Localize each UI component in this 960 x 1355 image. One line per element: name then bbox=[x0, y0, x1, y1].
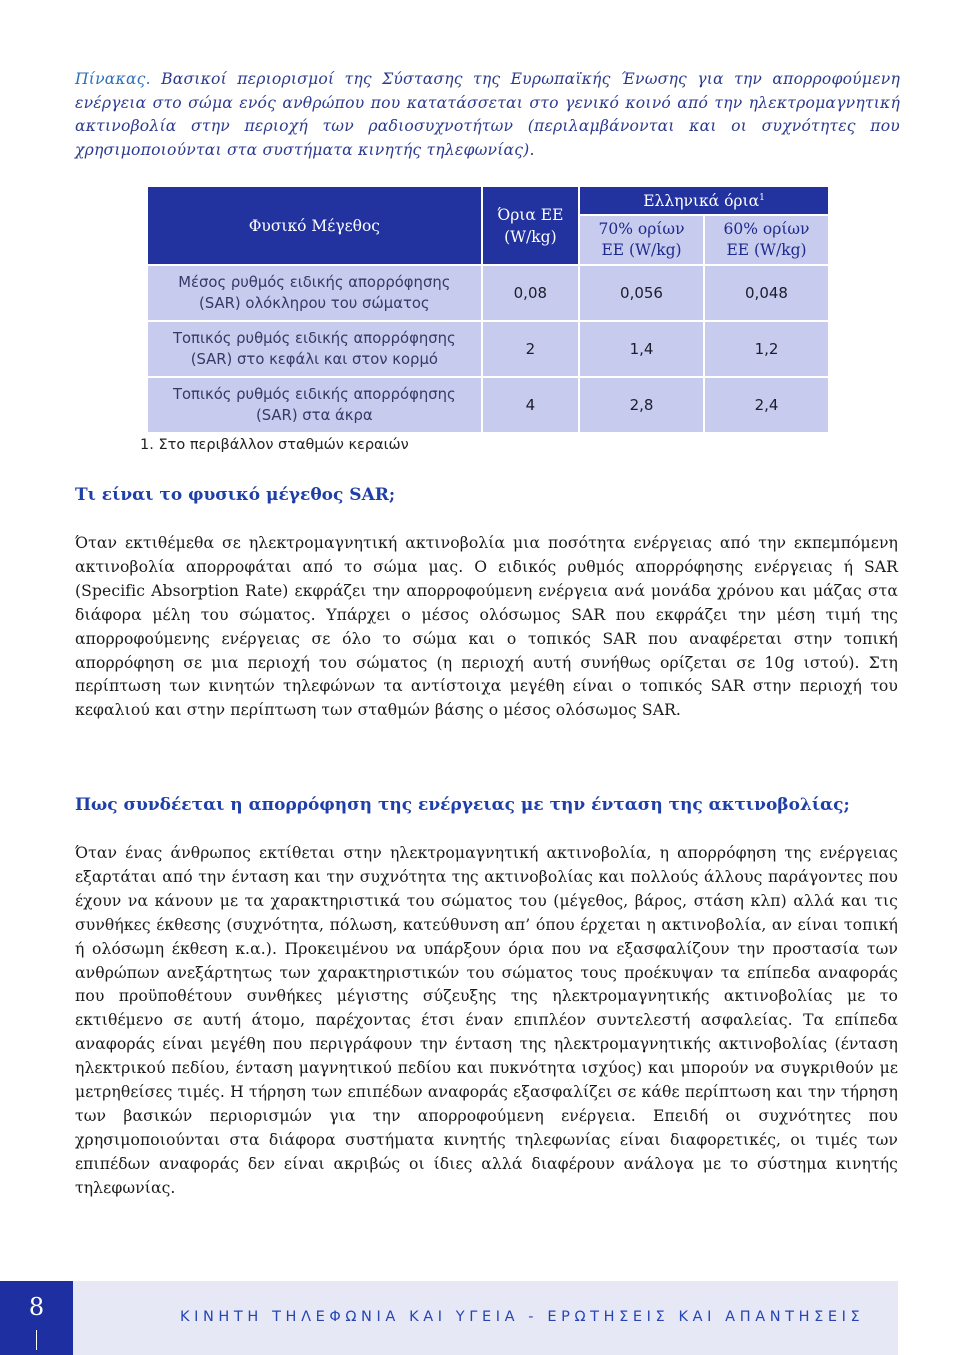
header-greek-limits: Ελληνικά όρια$^1$ bbox=[579, 186, 829, 215]
table-footnote: 1. Στο περιβάλλον σταθμών κεραιών bbox=[140, 437, 409, 453]
header-physical-quantity: Φυσικό Μέγεθος bbox=[147, 186, 482, 265]
cell-70: 2,8 bbox=[579, 377, 704, 433]
table-row bbox=[147, 321, 829, 377]
table-row bbox=[147, 377, 829, 433]
header-70-percent: 70% ορίων ΕΕ (W/kg) bbox=[579, 215, 704, 265]
section-body-sar: Όταν εκτιθέμεθα σε ηλεκτρομαγνητική ακτινοβολία μια ποσότητα ενέργειας από την εκπεμπόμενη ακτινοβολία απορροφάται από το σώμα μας. Ο ειδικός ρυθμός απορρόφησης ενέργειας ή SAR (Specific Absorption Rate) εκφράζει την απορροφούμενη ενέργεια ανά μονάδα χρόνου και μάζας στα διάφορα μέλη του σώματος. Υπάρχει ο μέσος ολόσωμος SAR που εκφράζει την μέση τιμή της απορροφούμενης ενέργειας σε όλο το σώμα και ο τοπικός SAR που αναφέρεται στην τοπική απορρόφηση σε μια περιοχή του σώματος (η περιοχή αυτή συνήθως ορίζεται σε 10g ιστού). Στη περίπτωση των κινητών τηλεφώνων τα αντίστοιχα μεγέθη είναι ο τοπικός SAR στην περιοχή του κεφαλιού και στην περίπτωση των σταθμών βάσης ο μέσος ολόσωμος SAR. bbox=[75, 534, 898, 720]
header-eu-limits: Όρια ΕΕ (W/kg) bbox=[482, 186, 579, 265]
running-footer-title: ΚΙΝΗΤΗ ΤΗΛΕΦΩΝΙΑ ΚΑΙ ΥΓΕΙΑ - ΕΡΩΤΗΣΕΙΣ ΚΑΙ ΑΠΑΝΤΗΣΕΙΣ bbox=[180, 1309, 865, 1325]
cell-eu: 0,08 bbox=[482, 265, 579, 321]
cell-70: 0,056 bbox=[579, 265, 704, 321]
table-caption bbox=[75, 68, 900, 162]
cell-eu: 4 bbox=[482, 377, 579, 433]
section-body-absorption: Όταν ένας άνθρωπος εκτίθεται στην ηλεκτρομαγνητική ακτινοβολία, η απορρόφηση της ενέργειας εξαρτάται από την ένταση και την συχνότητα της ακτινοβολίας και πολλούς άλλους παράγοντες που έχουν να κάνουν με τα χαρακτηριστικά του σώματος του (μέγεθος, βάρος, στάση κλπ) αλλά και τις συνθήκες έκθεσης (συχνότητα, πόλωση, κατεύθυνση απ’ όπου έρχεται η ακτινοβολία, αν είναι τοπική ή ολόσωμη έκθεση κ.α.). Προκειμένου να υπάρξουν όρια που να εξασφαλίζουν την προστασία των ανθρώπων ανεξάρτητως των χαρακτηριστικών του σώματος τους προέκυψαν τα επίπεδα αναφοράς που προϋποθέτουν συνθήκες μέγιστης σύζευξης της ηλεκτρομαγνητικής ακτινοβολίας με το εκτιθέμενο σε αυτή άτομο, παρέχοντας έτσι έναν επιπλέον συντελεστή ασφαλείας. Τα επίπεδα αναφοράς είναι μεγέθη που περιγράφουν την ένταση της ηλεκτρομαγνητικής ακτινοβολίας (ένταση ηλεκτρικού πεδίου, ένταση μαγνητικού πεδίου και πυκνότητα ισχύος) και μπορούν να συγκριθούν με μετρηθείσες τιμές. Η τήρηση των επιπέδων αναφοράς εξασφαλίζει σε κάθε περίπτωση και την τήρηση των βασικών περιορισμών για την απορροφούμενη ενέργεια. Επειδή οι συχνότητες που χρησιμοποιούνται στα διάφορα συστήματα κινητής τηλεφωνίας είναι διαφορετικές, οι τιμές των επιπέδων αναφοράς δεν είναι ακριβώς οι ίδιες αλλά διαφέρουν ανάλογα με το σύστημα κινητής τηλεφωνίας. bbox=[75, 844, 898, 1197]
caption-text: Βασικοί περιορισμοί της Σύστασης της Ευρωπαϊκής Ένωσης για την απορροφούμενη ενέργεια στο σώμα ενός ανθρώπου που κατατάσσεται στο γενικό κοινό από την ηλεκτρομαγνητική ακτινοβολία στην περιοχή των ραδιοσυχνοτήτων (περιλαμβάνονται και οι συχνότητες που χρησιμοποιούνται στα συστήματα κινητής τηλεφωνίας). bbox=[75, 70, 900, 159]
cell-60: 1,2 bbox=[704, 321, 829, 377]
header-60-percent: 60% ορίων ΕΕ (W/kg) bbox=[704, 215, 829, 265]
caption-lead: Πίνακας. bbox=[75, 70, 151, 88]
row-label: Τοπικός ρυθμός ειδικής απορρόφησης (SAR) στο κεφάλι και στον κορμό bbox=[147, 321, 482, 377]
row-label: Μέσος ρυθμός ειδικής απορρόφησης (SAR) ολόκληρου του σώματος bbox=[147, 265, 482, 321]
cell-60: 2,4 bbox=[704, 377, 829, 433]
footnote-marker: 1 bbox=[759, 192, 765, 203]
page-number-rule bbox=[36, 1330, 37, 1350]
cell-eu: 2 bbox=[482, 321, 579, 377]
sar-limits-table bbox=[146, 185, 830, 434]
section-title-sar: Τι είναι το φυσικό μέγεθος SAR; bbox=[75, 485, 396, 505]
cell-60: 0,048 bbox=[704, 265, 829, 321]
table-row bbox=[147, 265, 829, 321]
page-number: 8 bbox=[28, 1293, 45, 1321]
cell-70: 1,4 bbox=[579, 321, 704, 377]
row-label: Τοπικός ρυθμός ειδικής απορρόφησης (SAR) στα άκρα bbox=[147, 377, 482, 433]
section-title-absorption: Πως συνδέεται η απορρόφηση της ενέργειας με την ένταση της ακτινοβολίας; bbox=[75, 795, 850, 815]
